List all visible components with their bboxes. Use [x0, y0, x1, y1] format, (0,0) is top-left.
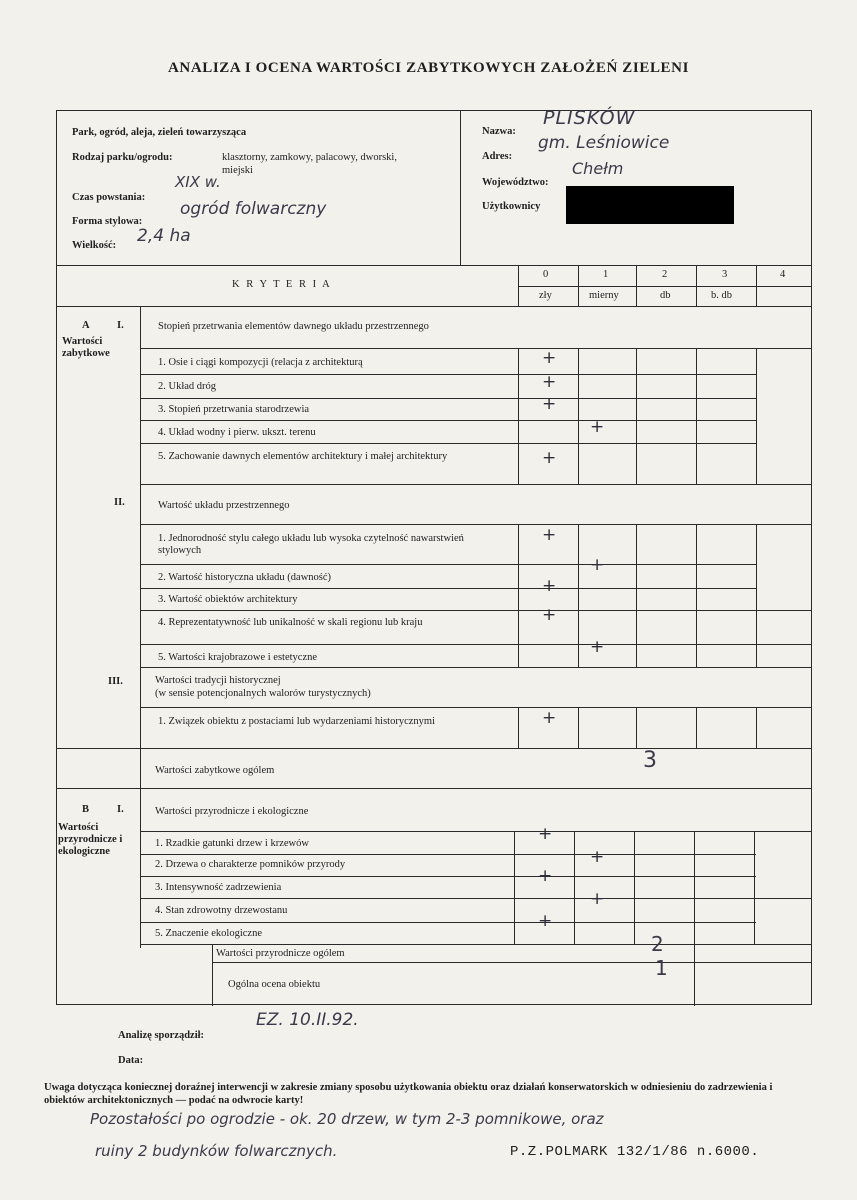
score-col-1-header-line	[578, 265, 579, 306]
score-mark: +	[590, 637, 605, 657]
row-line	[140, 443, 756, 444]
a3-col-line	[696, 707, 697, 748]
kryteria-label: K R Y T E R I A	[232, 279, 332, 290]
sporzadzil-label: Analizę sporządził:	[118, 1030, 205, 1041]
a1-col-line	[756, 348, 757, 484]
score-mark: +	[542, 576, 557, 596]
score-col-3-header-line	[696, 265, 697, 306]
wielkosc-label: Wielkość:	[72, 240, 117, 251]
a2-item-3: 3. Wartość obiektów architektury	[158, 594, 298, 605]
b-col-line	[754, 831, 755, 944]
a3-group-subtitle: (w sensie potencjonalnych walorów turystycznych)	[155, 688, 371, 699]
wielkosc-value: 2,4 ha	[137, 226, 191, 246]
a1-item-1: 1. Osie i ciągi kompozycji (relacja z architekturą	[158, 357, 363, 368]
redaction-block	[566, 186, 734, 224]
a2-col-line	[578, 524, 579, 667]
score-mark: +	[542, 372, 557, 392]
section-a-letter: A	[82, 320, 90, 331]
czas-label: Czas powstania:	[72, 192, 146, 203]
row-line	[56, 788, 812, 789]
a-total-value: 3	[643, 748, 657, 773]
score-mark: +	[538, 866, 553, 886]
a2-item-4: 4. Reprezentatywność lub unikalność w skali regionu lub kraju	[158, 617, 423, 628]
score-mark: +	[542, 605, 557, 625]
row-line	[140, 420, 756, 421]
a3-col-line	[756, 707, 757, 748]
wojewodztwo-label: Województwo:	[482, 177, 549, 188]
uzytkownicy-label: Użytkownicy	[482, 201, 541, 212]
score-col-2-header-line	[636, 265, 637, 306]
a2-roman: II.	[114, 497, 125, 508]
row-line	[140, 524, 812, 525]
a1-col-line	[578, 348, 579, 484]
score-1: 1	[603, 269, 609, 280]
park-types-label: Park, ogród, aleja, zieleń towarzysząca	[72, 127, 247, 138]
score-mark: +	[590, 417, 605, 437]
row-line	[140, 667, 812, 668]
row-line	[140, 854, 756, 855]
a3-item-1: 1. Związek obiektu z postaciami lub wydarzeniami historycznymi	[158, 716, 435, 727]
overall-score-line	[694, 944, 695, 1006]
grade-0: zły	[539, 290, 552, 301]
row-line	[140, 484, 812, 485]
a2-col-line	[636, 524, 637, 667]
score-mark: +	[542, 708, 557, 728]
row-line	[140, 564, 756, 565]
b-total-label: Wartości przyrodnicze ogólem	[216, 948, 345, 959]
left-label-column-line	[140, 306, 141, 948]
b-item-2: 2. Drzewa o charakterze pomników przyrody	[155, 859, 346, 870]
row-line	[140, 398, 756, 399]
forma-label: Forma stylowa:	[72, 216, 143, 227]
score-3: 3	[722, 269, 728, 280]
adres-label: Adres:	[482, 151, 513, 162]
a1-col-line	[696, 348, 697, 484]
a2-item-5: 5. Wartości krajobrazowe i estetyczne	[158, 652, 318, 663]
row-line	[140, 898, 812, 899]
a2-col-line	[518, 524, 519, 667]
a3-col-line	[636, 707, 637, 748]
czas-value: XIX w.	[175, 173, 221, 191]
a1-item-4: 4. Układ wodny i pierw. ukszt. terenu	[158, 427, 316, 438]
a-total-label: Wartości zabytkowe ogólem	[155, 765, 275, 776]
row-line	[56, 748, 812, 749]
a2-group-title: Wartość układu przestrzennego	[158, 500, 290, 511]
header-bottom-line	[56, 265, 812, 266]
score-4: 4	[780, 269, 786, 280]
row-line	[140, 831, 812, 832]
b-item-1: 1. Rzadkie gatunki drzew i krzewów	[155, 838, 309, 849]
score-mark: +	[590, 847, 605, 867]
nazwa-label: Nazwa:	[482, 126, 516, 137]
row-line	[140, 374, 756, 375]
a3-col-line	[518, 707, 519, 748]
a1-col-line	[636, 348, 637, 484]
section-b-letter: B	[82, 804, 90, 815]
score-mark: +	[538, 824, 553, 844]
document-title: ANALIZA I OCENA WARTOŚCI ZABYTKOWYCH ZAŁOŻEŃ ZIELENI	[167, 60, 690, 76]
score-mark: +	[542, 448, 557, 468]
a1-col-line	[518, 348, 519, 484]
sporzadzil-signature: EZ. 10.II.92.	[256, 1010, 359, 1030]
header-divider	[460, 111, 461, 265]
score-col-4-header-line	[756, 265, 757, 306]
rodzaj-label: Rodzaj parku/ogrodu:	[72, 152, 173, 163]
grade-3: b. db	[711, 290, 732, 301]
nazwa-value: PLISKÓW	[543, 107, 636, 129]
handwritten-note-2: ruiny 2 budynków folwarcznych.	[95, 1142, 338, 1160]
row-line	[140, 644, 812, 645]
a2-col-line	[696, 524, 697, 667]
uwaga-text: Uwaga dotycząca koniecznej doraźnej interwencji w zakresie zmiany sposobu użytkowania obiektu oraz działań konserwatorskich w odniesieniu do zadrzewienia i obiektów architektonicznych — podać na odwrocie karty!	[44, 1082, 773, 1106]
b-group-title: Wartości przyrodnicze i ekologiczne	[155, 806, 309, 817]
grade-2: db	[660, 290, 671, 301]
a3-roman: III.	[108, 676, 123, 687]
a1-group-title: Stopień przetrwania elementów dawnego układu przestrzennego	[158, 321, 429, 332]
overall-label: Ogólna ocena obiektu	[228, 979, 321, 990]
overall-value: 1	[655, 956, 668, 980]
rodzaj-options: klasztorny, zamkowy, palacowy, dworski,	[222, 152, 397, 163]
adres-value: gm. Leśniowice	[538, 133, 670, 153]
row-line	[212, 962, 812, 963]
row-line	[140, 922, 756, 923]
b-item-3: 3. Intensywność zadrzewienia	[155, 882, 282, 893]
row-line	[140, 610, 812, 611]
b-col-line	[694, 831, 695, 944]
a3-group-title: Wartości tradycji historycznej	[155, 675, 281, 686]
kryteria-bottom-line	[56, 306, 812, 307]
print-code: P.Z.POLMARK 132/1/86 n.6000.	[510, 1144, 760, 1160]
a3-col-line	[578, 707, 579, 748]
b-col-line	[574, 831, 575, 944]
row-line	[140, 707, 812, 708]
a1-item-5: 5. Zachowanie dawnych elementów architektury i małej architektury	[158, 451, 448, 462]
kryteria-mid-line	[518, 286, 812, 287]
score-mark: +	[542, 525, 557, 545]
data-label: Data:	[118, 1055, 144, 1066]
rodzaj-options-2: miejski	[222, 165, 253, 176]
section-b-name: Wartości przyrodnicze i ekologiczne	[58, 822, 123, 857]
score-col-0-header-line	[518, 265, 519, 306]
score-0: 0	[543, 269, 549, 280]
b-item-5: 5. Znaczenie ekologiczne	[155, 928, 262, 939]
b-col-line	[634, 831, 635, 944]
score-2: 2	[662, 269, 668, 280]
overall-left-line	[212, 944, 213, 1006]
row-line	[140, 588, 756, 589]
row-line	[140, 944, 812, 945]
a1-title-line	[140, 348, 812, 349]
a2-item-2: 2. Wartość historyczna układu (dawność)	[158, 572, 332, 583]
score-mark: +	[542, 394, 557, 414]
a1-item-2: 2. Układ dróg	[158, 381, 217, 392]
score-mark: +	[542, 348, 557, 368]
a2-item-1: 1. Jednorodność stylu całego układu lub wysoka czytelność nawarstwień stylowych	[158, 533, 464, 556]
row-line	[140, 876, 756, 877]
section-a-roman: I.	[117, 320, 124, 331]
grade-1: mierny	[589, 290, 619, 301]
b-total-value: 2	[651, 932, 664, 956]
forma-value: ogród folwarczny	[180, 199, 327, 219]
handwritten-note-1: Pozostałości po ogrodzie - ok. 20 drzew, w tym 2-3 pomnikowe, oraz	[90, 1110, 604, 1128]
section-a-name: Wartości zabytkowe	[62, 336, 110, 359]
b-item-4: 4. Stan zdrowotny drzewostanu	[155, 905, 288, 916]
b-col-line	[514, 831, 515, 944]
score-mark: +	[538, 911, 553, 931]
score-mark: +	[590, 889, 605, 909]
a2-col-line	[756, 524, 757, 667]
a1-item-3: 3. Stopień przetrwania starodrzewia	[158, 404, 310, 415]
score-mark: +	[590, 555, 605, 575]
section-b-roman: I.	[117, 804, 124, 815]
wojewodztwo-value: Chełm	[572, 159, 624, 178]
